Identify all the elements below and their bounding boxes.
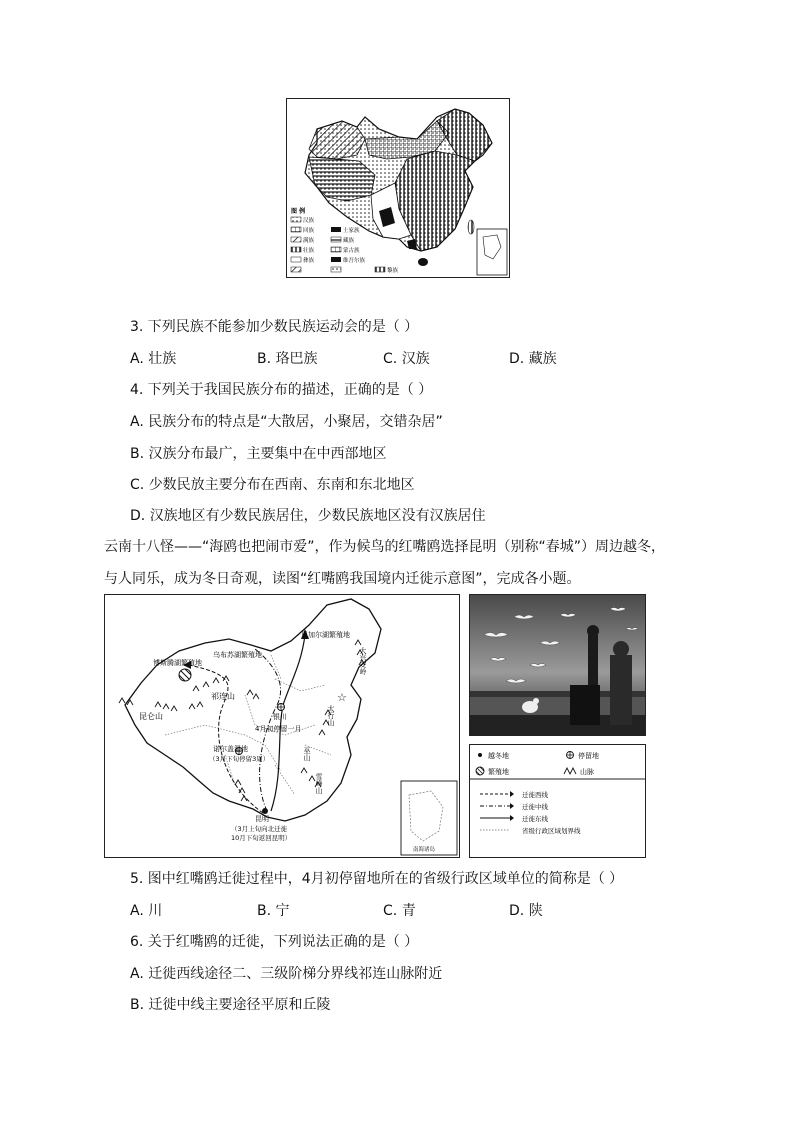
- question-3-stem: 3. 下列民族不能参加少数民族运动会的是（ ）: [130, 319, 419, 335]
- option-letter: B.: [257, 903, 272, 919]
- question-5-stem: 5. 图中红嘴鸥迁徙过程中，4月初停留地所在的省级行政区域单位的简称是（ ）: [130, 871, 624, 887]
- gull-migration-map: [104, 594, 460, 858]
- option-text: 川: [148, 903, 163, 919]
- question-4-option-b[interactable]: [130, 444, 387, 464]
- question-4-option-d[interactable]: [130, 506, 486, 526]
- option-letter: B.: [130, 446, 145, 462]
- question-4-option-c[interactable]: [130, 475, 415, 495]
- label-kunming-note-2: 10月下旬返回昆明）: [231, 834, 292, 842]
- option-text: 汉族: [401, 351, 430, 367]
- legend-winter: 越冬地: [488, 752, 509, 760]
- label-nuoergai-note: （3月下旬停留3周）: [209, 755, 270, 763]
- option-text: 陕: [528, 903, 543, 919]
- legend-label: 满族: [303, 238, 315, 244]
- ethnic-distribution-map: [286, 98, 510, 278]
- option-letter: A.: [130, 903, 144, 919]
- question-6-stem: 6. 关于红嘴鸥的迁徙，下列说法正确的是（ ）: [130, 934, 419, 950]
- gulls-photo-svg: [470, 595, 645, 735]
- passage-line-1: 云南十八怪——“海鸥也把闹市爱”，作为候鸟的红嘴鸥选择昆明（别称“春城”）周边越冬，: [104, 539, 666, 555]
- option-text: 迁徙中线主要途径平原和丘陵: [148, 997, 331, 1013]
- question-5-option-c[interactable]: [383, 901, 416, 921]
- option-letter: A.: [130, 966, 144, 982]
- option-text: 藏族: [528, 351, 557, 367]
- legend-boundary: 省级行政区域划界线: [522, 827, 581, 835]
- option-letter: C.: [383, 903, 398, 919]
- legend-label: 蒙古族: [343, 248, 360, 254]
- legend-label: 彝族: [303, 258, 315, 264]
- option-text: 迁徙西线途径二、三级阶梯分界线祁连山脉附近: [148, 966, 443, 982]
- label-yinchuan: 银川: [273, 713, 287, 721]
- svg-text:☆: ☆: [337, 691, 347, 704]
- option-text: 壮族: [148, 351, 177, 367]
- legend-label: 汉族: [303, 218, 315, 224]
- option-text: 汉族分布最广，主要集中在中西部地区: [148, 446, 387, 462]
- option-text: 汉族地区有少数民族居住，少数民族地区没有汉族居住: [149, 508, 486, 524]
- option-letter: A.: [130, 351, 144, 367]
- label-xuefeng: 雪峰山: [315, 773, 323, 794]
- question-5-option-b[interactable]: [257, 901, 290, 921]
- question-3-option-a[interactable]: [130, 349, 176, 369]
- option-letter: C.: [130, 477, 145, 493]
- legend-west-route: 迁徙西线: [522, 791, 548, 799]
- legend-east-route: 迁徙东线: [522, 815, 548, 823]
- label-stop-note: 4月初停留一月: [255, 725, 302, 733]
- legend-label: 维吾尔族: [343, 258, 366, 264]
- legend-label: 藏族: [343, 238, 355, 244]
- option-letter: D.: [509, 903, 525, 919]
- migration-legend: [469, 744, 646, 858]
- question-6-option-b[interactable]: [130, 995, 331, 1015]
- label-nuoergai: 诺尔盖湿地: [213, 745, 248, 753]
- label-wubusu: 乌布苏湖繁殖地: [213, 651, 262, 659]
- ethnic-map-svg: [287, 99, 509, 277]
- gulls-photo: [469, 594, 646, 736]
- question-3-option-b[interactable]: [257, 349, 318, 369]
- label-daxinganling: 大兴安岭: [359, 647, 367, 675]
- label-taihang: 太行山: [327, 705, 335, 726]
- label-wushan: 巫山: [303, 747, 311, 761]
- question-5-option-d[interactable]: [509, 901, 543, 921]
- label-inset: 南海诸岛: [413, 847, 436, 853]
- question-3-option-d[interactable]: [509, 349, 557, 369]
- legend-title: 图 例: [291, 208, 306, 215]
- legend-label: 土家族: [343, 228, 360, 234]
- question-5-option-a[interactable]: [130, 901, 162, 921]
- question-4-stem: 4. 下列关于我国民族分布的描述，正确的是（ ）: [130, 382, 433, 398]
- passage-line-2: 与人同乐，成为冬日奇观，读图“红嘴鸥我国境内迁徙示意图”，完成各小题。: [104, 571, 581, 587]
- question-4-option-a[interactable]: [130, 412, 443, 432]
- option-letter: B.: [257, 351, 272, 367]
- option-text: 宁: [275, 903, 290, 919]
- option-letter: C.: [383, 351, 398, 367]
- legend-middle-route: 迁徙中线: [522, 803, 548, 811]
- option-letter: D.: [130, 508, 146, 524]
- legend-stopover: 停留地: [578, 752, 599, 760]
- label-bosi: 博斯腾湖繁殖地: [153, 659, 202, 667]
- option-text: 民族分布的特点是“大散居，小聚居，交错杂居”: [148, 414, 443, 430]
- question-3-option-c[interactable]: [383, 349, 430, 369]
- legend-breeding: 繁殖地: [488, 768, 509, 776]
- label-kunlun: 昆仑山: [139, 712, 163, 721]
- option-letter: A.: [130, 414, 144, 430]
- option-text: 珞巴族: [275, 351, 318, 367]
- migration-map-svg: [105, 595, 459, 857]
- option-letter: D.: [509, 351, 525, 367]
- label-kunming: 昆明: [255, 815, 269, 823]
- label-kunming-note-1: （3月上旬向北迁徙: [231, 825, 288, 833]
- legend-label: 壮族: [303, 248, 315, 254]
- legend-svg: [470, 745, 645, 857]
- question-6-option-a[interactable]: [130, 964, 442, 984]
- label-beijiaer: 贝加尔湖繁殖地: [301, 631, 350, 639]
- option-text: 青: [401, 903, 416, 919]
- legend-mountain: 山脉: [580, 768, 594, 776]
- label-qilian: 祁连山: [211, 692, 235, 701]
- legend-label: 黎族: [387, 268, 399, 274]
- option-text: 少数民放主要分布在西南、东南和东北地区: [148, 477, 415, 493]
- option-letter: B.: [130, 997, 145, 1013]
- legend-label: 回族: [303, 228, 315, 234]
